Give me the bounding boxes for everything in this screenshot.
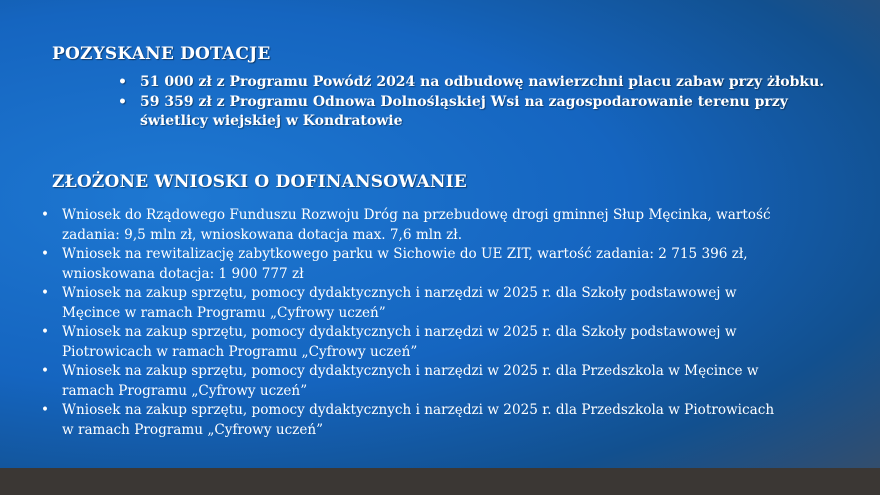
list-item <box>41 245 782 284</box>
bullet-icon: • <box>118 93 127 110</box>
bullet-icon: • <box>41 207 50 223</box>
section-heading-applications: ZŁOŻONE WNIOSKI O DOFINANSOWANIE <box>52 172 467 192</box>
list-item-text: Wniosek na rewitalizację zabytkowego parku w Sichowie do UE ZIT, wartość zadania: 2 715 396 zł, wnioskowana dotacja: 1 900 777 zł <box>62 246 748 282</box>
list-item <box>41 323 782 362</box>
list-item-text: Wniosek na zakup sprzętu, pomocy dydaktycznych i narzędzi w 2025 r. dla Szkoły podstawowej w Piotrowicach w ramach Programu „Cyfrowy uczeń” <box>62 324 737 360</box>
grants-list <box>118 73 840 132</box>
list-item <box>41 284 782 323</box>
list-item <box>118 73 840 93</box>
section-heading-grants: POZYSKANE DOTACJE <box>52 44 271 64</box>
list-item-text: 51 000 zł z Programu Powódź 2024 na odbudowę nawierzchni placu zabaw przy żłobku. <box>140 74 825 90</box>
list-item <box>41 362 782 401</box>
bullet-icon: • <box>41 363 50 379</box>
bullet-icon: • <box>41 402 50 418</box>
list-item <box>41 401 782 440</box>
bullet-icon: • <box>41 324 50 340</box>
bullet-icon: • <box>118 74 127 90</box>
list-item-text: 59 359 zł z Programu Odnowa Dolnośląskiej Wsi na zagospodarowanie terenu przy świetlicy wiejskiej w Kondratowie <box>140 93 788 129</box>
applications-list <box>41 206 782 440</box>
list-item-text: Wniosek na zakup sprzętu, pomocy dydaktycznych i narzędzi w 2025 r. dla Przedszkola w Męcince w ramach Programu „Cyfrowy uczeń” <box>62 363 759 399</box>
list-item <box>118 93 840 132</box>
list-item-text: Wniosek na zakup sprzętu, pomocy dydaktycznych i narzędzi w 2025 r. dla Przedszkola w Piotrowicach w ramach Programu „Cyfrowy uczeń” <box>62 402 775 438</box>
bullet-icon: • <box>41 246 50 262</box>
list-item-text: Wniosek na zakup sprzętu, pomocy dydaktycznych i narzędzi w 2025 r. dla Szkoły podstawowej w Męcince w ramach Programu „Cyfrowy uczeń” <box>62 285 737 321</box>
bullet-icon: • <box>41 285 50 301</box>
list-item <box>41 206 782 245</box>
list-item-text: Wniosek do Rządowego Funduszu Rozwoju Dróg na przebudowę drogi gminnej Słup Męcinka, wartość zadania: 9,5 mln zł, wnioskowana dotacja max. 7,6 mln zł. <box>62 207 771 243</box>
bottom-bar <box>0 468 880 495</box>
